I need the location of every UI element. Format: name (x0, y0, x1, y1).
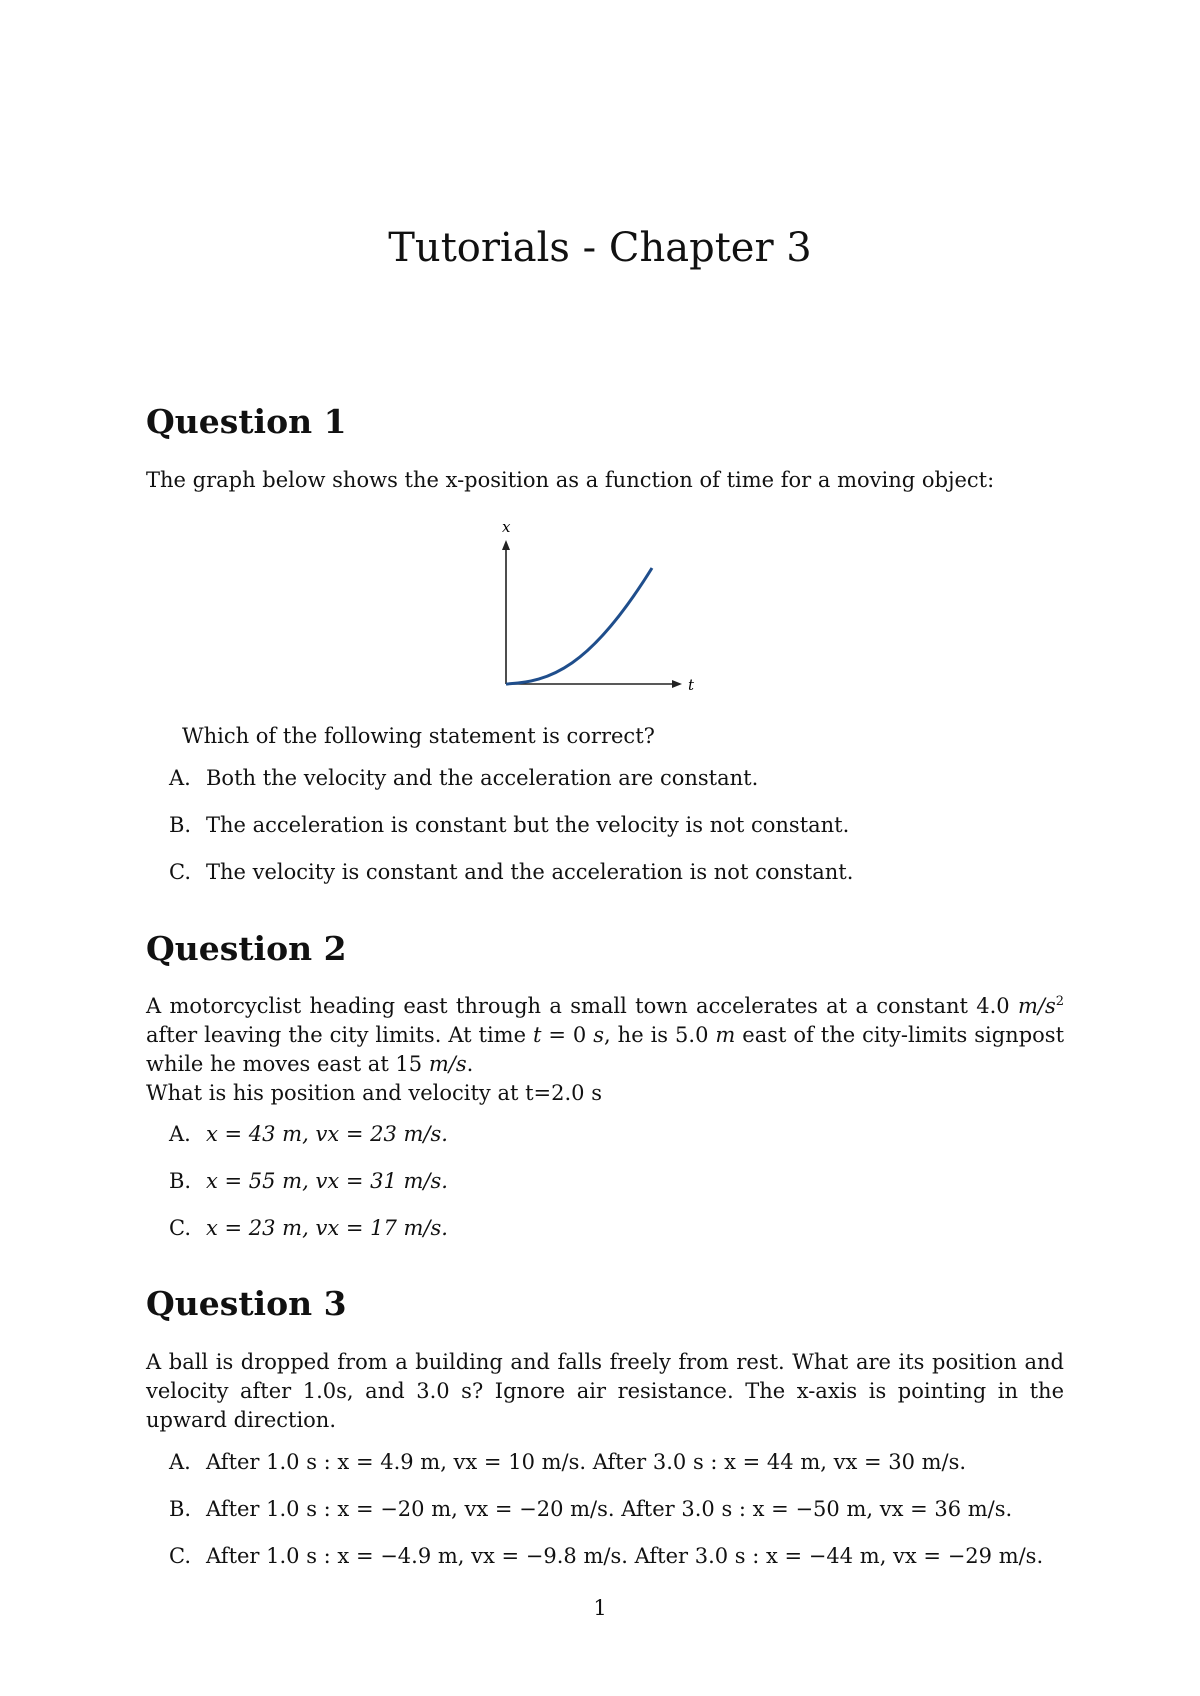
graph-axes (506, 548, 674, 684)
question-3-option-b (169, 1495, 1012, 1524)
body-text: A motorcyclist heading east through a small town accelerates at a constant 4.0 (146, 994, 1018, 1018)
seconds-unit: s (593, 1023, 605, 1047)
question-1-option-a (169, 764, 758, 793)
question-2-option-a (169, 1120, 448, 1149)
y-axis-label: x (502, 518, 511, 536)
x-axis-arrowhead (672, 680, 682, 688)
body-text: after leaving the city limits. At time (146, 1023, 533, 1047)
x-axis-label: t (688, 676, 695, 694)
option-text: After 1.0 s : x = −4.9 m, vx = −9.8 m/s. After 3.0 s : x = −44 m, vx = −29 m/s. (206, 1544, 1044, 1568)
option-text: x = 23 m, vx = 17 m/s. (206, 1216, 448, 1240)
meters-unit: m (715, 1023, 736, 1047)
question-1-intro: The graph below shows the x-position as a function of time for a moving object: (146, 468, 995, 492)
question-3-heading: Question 3 (146, 1284, 347, 1323)
body-text: . (466, 1052, 474, 1076)
question-2-question: What is his position and velocity at t=2.0 s (146, 1081, 602, 1105)
question-2-option-b (169, 1167, 448, 1196)
body-text: east of the city-limits signpost while he moves east at 15 (146, 1023, 1065, 1076)
question-3-body: A ball is dropped from a building and falls freely from rest. What are its position and velocity after 1.0s, and 3.0 s? Ignore air resistance. The x-axis is pointing in the upward direction. (146, 1350, 1064, 1432)
option-text: x = 43 m, vx = 23 m/s. (206, 1122, 448, 1146)
option-letter: A. (169, 766, 191, 790)
velocity-unit: m/s (428, 1052, 467, 1076)
question-2-option-c (169, 1214, 448, 1243)
time-variable: t (532, 1023, 542, 1047)
question-2-heading: Question 2 (146, 929, 347, 968)
question-3-option-c (169, 1542, 1043, 1571)
y-axis-arrowhead (502, 540, 510, 550)
option-text: After 1.0 s : x = −20 m, vx = −20 m/s. After 3.0 s : x = −50 m, vx = 36 m/s. (206, 1497, 1013, 1521)
option-letter: C. (169, 1544, 191, 1568)
option-text: The acceleration is constant but the velocity is not constant. (206, 813, 850, 837)
position-curve (506, 568, 652, 684)
page-number: 1 (593, 1596, 607, 1620)
body-text: = 0 (541, 1023, 594, 1047)
option-letter: C. (169, 1216, 191, 1240)
option-text: The velocity is constant and the acceleration is not constant. (206, 860, 854, 884)
option-letter: A. (169, 1122, 191, 1146)
option-text: After 1.0 s : x = 4.9 m, vx = 10 m/s. After 3.0 s : x = 44 m, vx = 30 m/s. (206, 1450, 967, 1474)
question-1-option-b (169, 811, 849, 840)
question-1-prompt: Which of the following statement is correct? (182, 724, 655, 748)
body-text: , he is 5.0 (604, 1023, 716, 1047)
question-2-body (146, 992, 1064, 1079)
question-3-option-a (169, 1448, 966, 1477)
option-text: Both the velocity and the acceleration are constant. (206, 766, 759, 790)
acceleration-unit: m/s (1017, 994, 1056, 1018)
question-1-option-c (169, 858, 853, 887)
option-letter: C. (169, 860, 191, 884)
option-letter: B. (169, 1497, 192, 1521)
option-letter: A. (169, 1450, 191, 1474)
option-letter: B. (169, 813, 192, 837)
option-letter: B. (169, 1169, 192, 1193)
acceleration-exponent: 2 (1055, 994, 1064, 1009)
position-time-graph (480, 518, 700, 698)
page-title: Tutorials - Chapter 3 (388, 225, 812, 271)
question-1-heading: Question 1 (146, 402, 347, 441)
option-text: x = 55 m, vx = 31 m/s. (206, 1169, 448, 1193)
